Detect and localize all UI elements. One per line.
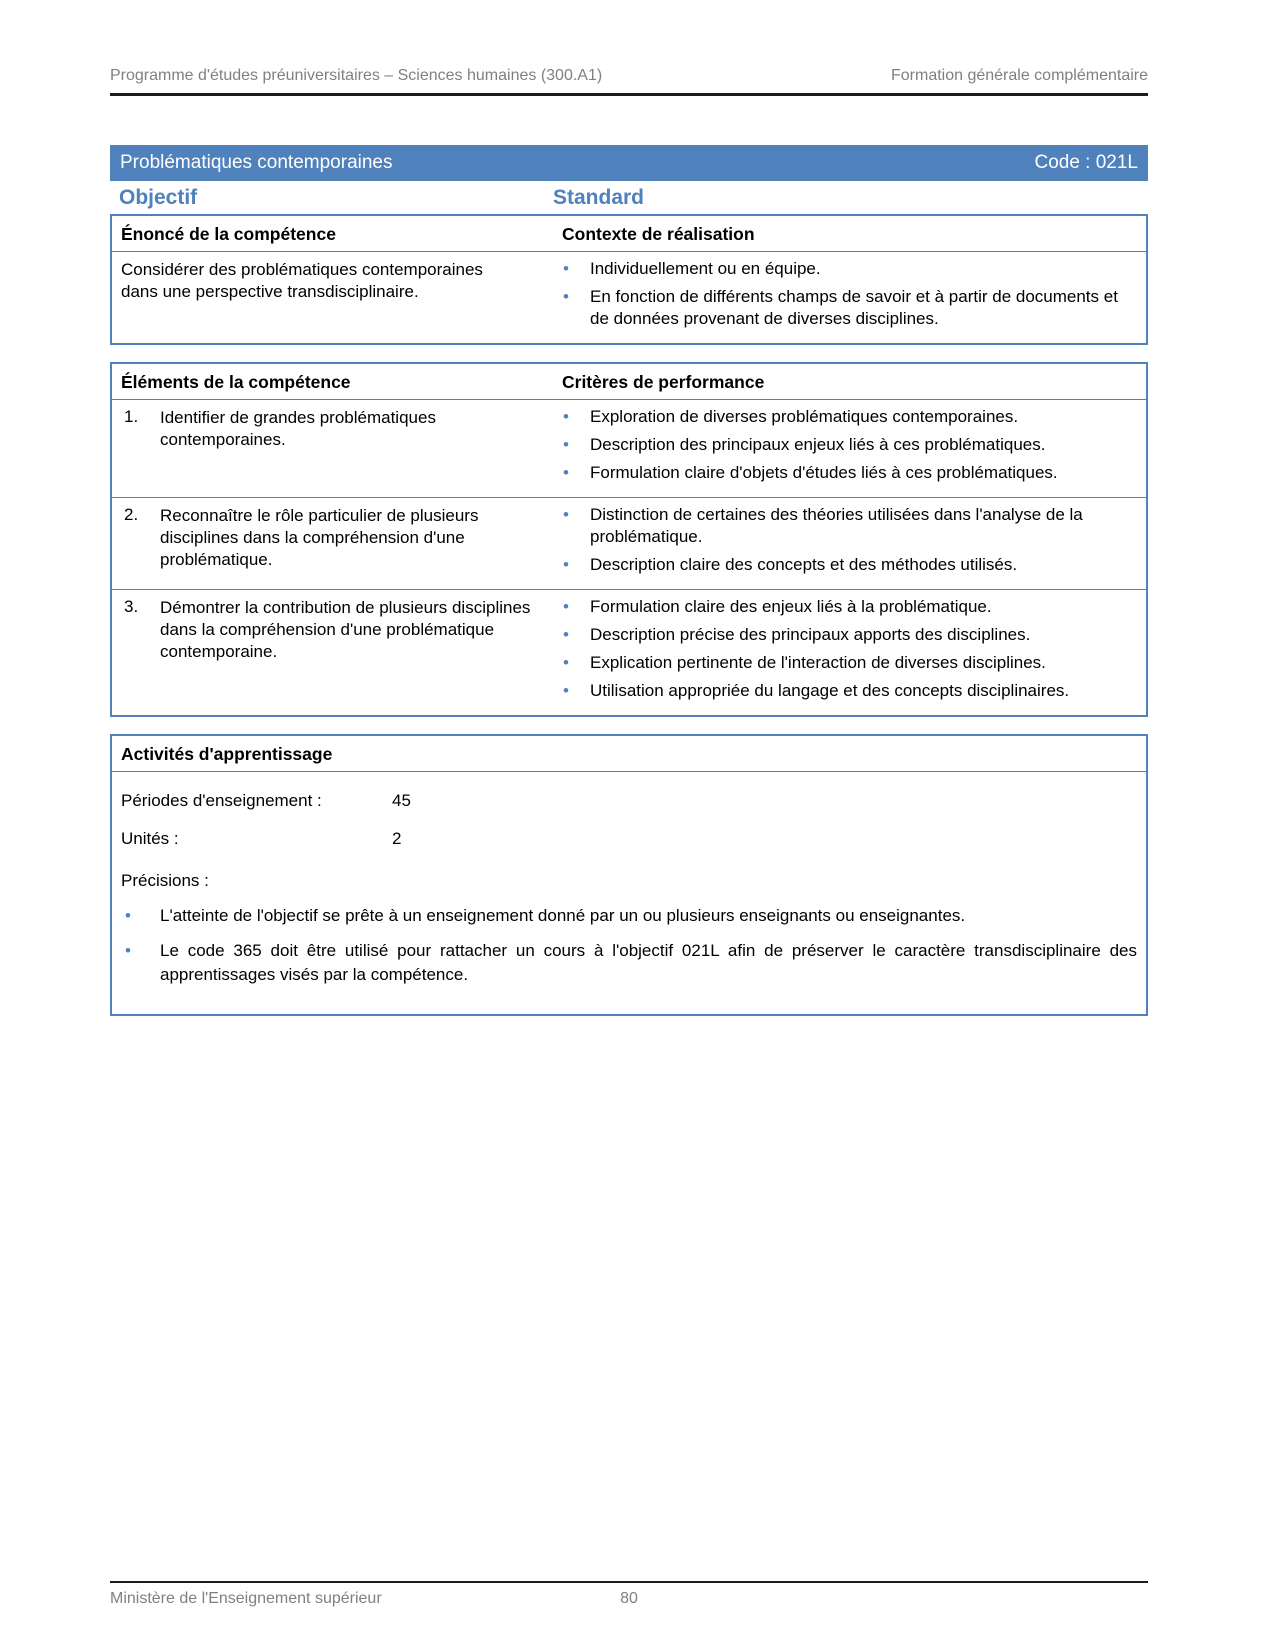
standard-heading: Standard [553, 185, 645, 209]
bullet-icon: • [125, 906, 131, 925]
list-item [553, 258, 1146, 280]
precisions-label: Précisions : [121, 871, 209, 890]
element-cell [112, 404, 553, 490]
page-footer [110, 1581, 1148, 1608]
criterion-text: Utilisation appropriée du langage et des concepts disciplinaires. [590, 681, 1070, 700]
context-cell [553, 256, 1146, 336]
competence-statement: Considérer des problématiques contemporaines dans une perspective transdisciplinaire. [121, 260, 483, 301]
bullet-icon: • [125, 941, 131, 960]
header-program-title: Programme d'études préuniversitaires – Sciences humaines (300.A1) [110, 67, 603, 84]
list-item [553, 434, 1146, 456]
precision-bullet-text: L'atteinte de l'objectif se prête à un enseignement donné par un ou plusieurs enseignants ou enseignantes. [160, 906, 966, 925]
bullet-icon: • [563, 463, 569, 482]
course-title: Problématiques contemporaines [120, 152, 393, 173]
bullet-icon: • [563, 625, 569, 644]
criterion-text: Distinction de certaines des théories utilisées dans l'analyse de la problématique. [590, 505, 1083, 546]
element-number: 2. [124, 505, 139, 524]
criteria-list [553, 504, 1146, 576]
field-label: Unités : [121, 829, 179, 848]
criterion-text: Description précise des principaux apports des disciplines. [590, 625, 1031, 644]
header-section-title: Formation générale complémentaire [890, 67, 1148, 84]
bullet-icon: • [563, 407, 569, 426]
competence-table-row [112, 251, 1146, 343]
list-item [553, 624, 1146, 646]
elements-header-right: Critères de performance [562, 372, 765, 392]
element-row-1 [112, 399, 1146, 497]
page-header [110, 66, 1148, 96]
activities-table [110, 734, 1148, 1016]
criteria-cell [553, 594, 1146, 708]
criteria-cell [553, 502, 1146, 582]
criterion-text: Description des principaux enjeux liés à ces problématiques. [590, 435, 1046, 454]
bullet-icon: • [563, 435, 569, 454]
list-item [553, 462, 1146, 484]
page-number: 80 [620, 1590, 638, 1607]
competence-table [110, 214, 1148, 345]
criterion-text: Formulation claire des enjeux liés à la problématique. [590, 597, 992, 616]
criteria-cell [553, 404, 1146, 490]
list-item [121, 939, 1137, 987]
field-value: 2 [392, 829, 402, 848]
element-text: Reconnaître le rôle particulier de plusieurs disciplines dans la compréhension d'une problématique. [160, 506, 479, 569]
objectif-heading: Objectif [119, 185, 198, 209]
field-periodes [121, 790, 1137, 812]
element-number: 3. [124, 597, 139, 616]
list-item [553, 680, 1146, 702]
competence-table-header [112, 216, 1146, 251]
precisions-bullet-list [121, 904, 1137, 987]
context-bullet-list [553, 258, 1146, 330]
field-label: Périodes d'enseignement : [121, 791, 322, 810]
element-cell [112, 502, 553, 582]
elements-table-header [112, 364, 1146, 399]
list-item [553, 596, 1146, 618]
list-item [553, 652, 1146, 674]
course-code: Code : 021L [1034, 152, 1138, 173]
activities-table-header [112, 736, 1146, 771]
footer-ministry: Ministère de l'Enseignement supérieur [110, 1590, 382, 1607]
criterion-text: Formulation claire d'objets d'études liés à ces problématiques. [590, 463, 1058, 482]
elements-header-left: Éléments de la compétence [121, 372, 351, 392]
bullet-icon: • [563, 505, 569, 524]
criteria-list [553, 406, 1146, 484]
list-item [553, 554, 1146, 576]
document-page-content [110, 0, 1148, 1033]
competence-header-right: Contexte de réalisation [562, 224, 755, 244]
criteria-list [553, 596, 1146, 702]
element-text: Identifier de grandes problématiques contemporaines. [160, 408, 436, 449]
competence-header-left: Énoncé de la compétence [121, 224, 336, 244]
element-cell [112, 594, 553, 708]
field-unites [121, 828, 1137, 850]
context-bullet-text: En fonction de différents champs de savoir et à partir de documents et de données provenant de diverses disciplines. [590, 287, 1118, 328]
list-item [553, 504, 1146, 548]
course-title-bar [110, 145, 1148, 181]
element-row-2 [112, 497, 1146, 589]
bullet-icon: • [563, 259, 569, 278]
bullet-icon: • [563, 681, 569, 700]
list-item [553, 406, 1146, 428]
competence-statement-cell [112, 256, 553, 336]
element-number: 1. [124, 407, 139, 426]
context-bullet-text: Individuellement ou en équipe. [590, 259, 821, 278]
bullet-icon: • [563, 555, 569, 574]
precision-bullet-text: Le code 365 doit être utilisé pour rattacher un cours à l'objectif 021L afin de préserver le caractère transdisciplinaire des apprentissages visés par la compétence. [160, 941, 1137, 984]
activities-table-body [112, 771, 1146, 1014]
list-item [553, 286, 1146, 330]
section-headings-row [110, 181, 1148, 214]
criterion-text: Exploration de diverses problématiques contemporaines. [590, 407, 1019, 426]
activities-header: Activités d'apprentissage [121, 744, 333, 764]
element-row-3 [112, 589, 1146, 715]
element-text: Démontrer la contribution de plusieurs disciplines dans la compréhension d'une problématique contemporaine. [160, 598, 531, 661]
elements-table [110, 362, 1148, 717]
list-item [121, 904, 1137, 928]
criterion-text: Explication pertinente de l'interaction de diverses disciplines. [590, 653, 1046, 672]
bullet-icon: • [563, 287, 569, 306]
bullet-icon: • [563, 653, 569, 672]
field-value: 45 [392, 791, 411, 810]
criterion-text: Description claire des concepts et des méthodes utilisés. [590, 555, 1018, 574]
bullet-icon: • [563, 597, 569, 616]
